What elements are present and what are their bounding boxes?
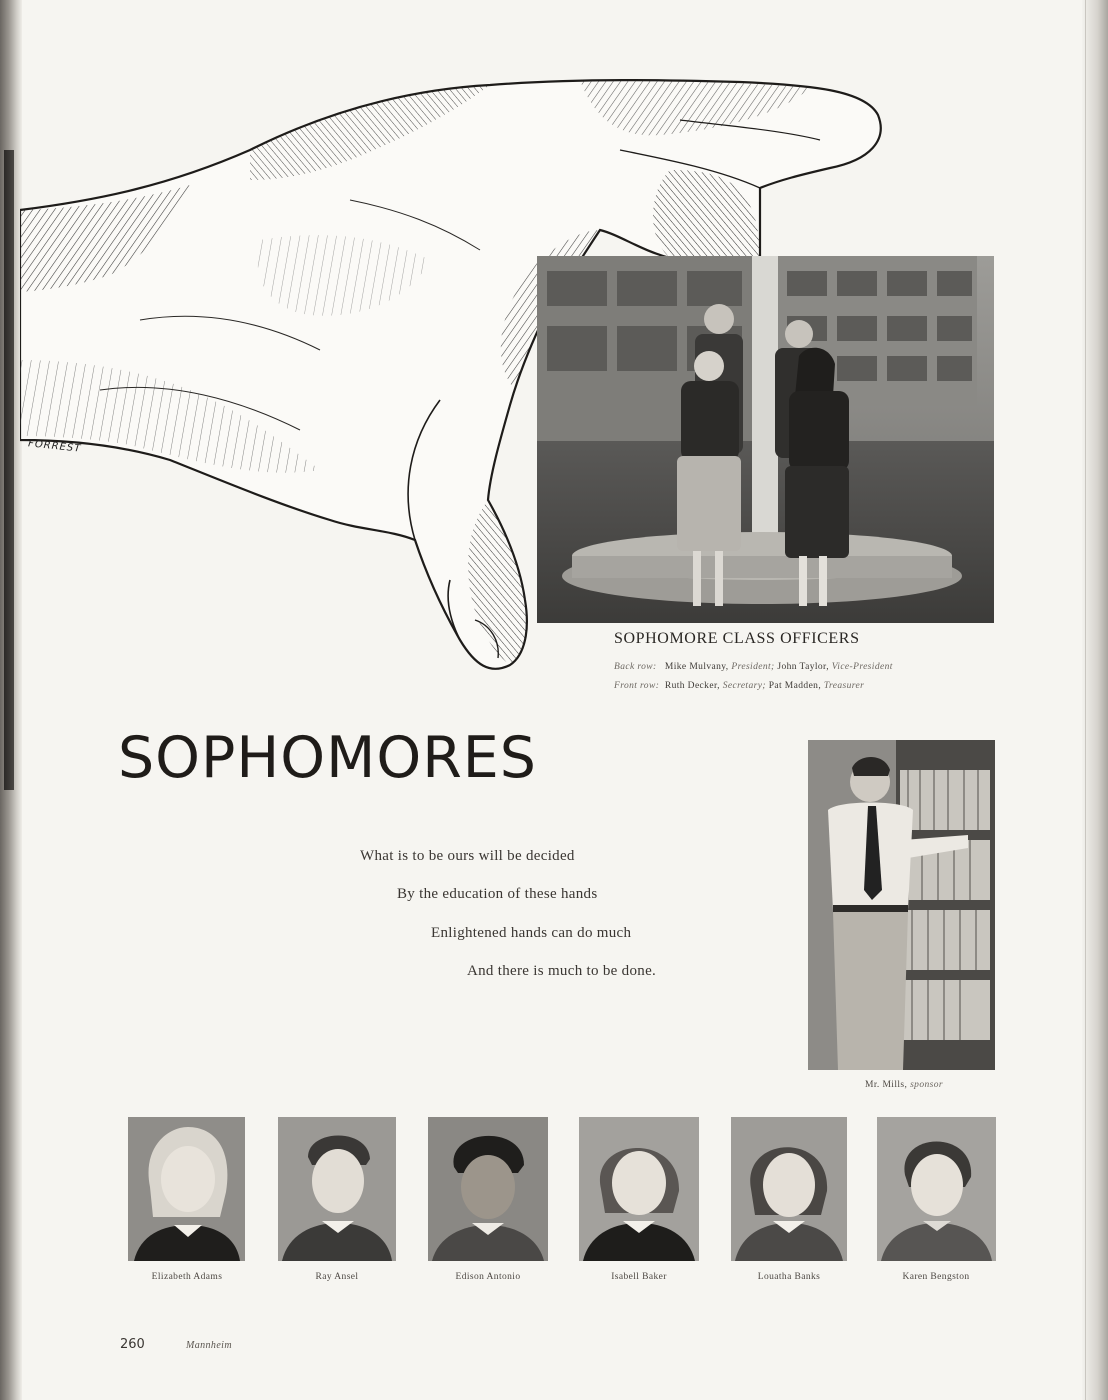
student-name: Elizabeth Adams bbox=[151, 1272, 223, 1282]
officers-back-row bbox=[614, 662, 893, 672]
student-name: Edison Antonio bbox=[455, 1272, 521, 1282]
poem-line: And there is much to be done. bbox=[467, 963, 657, 979]
binding-shadow bbox=[4, 150, 14, 790]
publication-title: Mannheim bbox=[186, 1340, 232, 1351]
page-edge-line bbox=[1085, 0, 1086, 1400]
officer-role: Vice-President bbox=[831, 662, 893, 672]
portrait-image bbox=[278, 1117, 396, 1261]
page-binding-left bbox=[0, 0, 22, 1400]
page-number: 260 bbox=[120, 1337, 145, 1352]
page-headline: SOPHOMORES bbox=[118, 725, 537, 791]
officer-name: John Taylor, bbox=[777, 662, 829, 672]
sponsor-caption bbox=[829, 1080, 979, 1090]
student-portrait bbox=[128, 1117, 245, 1261]
poem-line: By the education of these hands bbox=[397, 886, 598, 902]
portrait-image bbox=[579, 1117, 699, 1261]
class-officers-photo bbox=[537, 256, 994, 623]
artist-signature: FORREST bbox=[27, 438, 82, 455]
sponsor-role: sponsor bbox=[910, 1080, 943, 1090]
student-name: Ray Ansel bbox=[315, 1272, 359, 1282]
student-name: Isabell Baker bbox=[611, 1272, 667, 1282]
officer-name: Pat Madden, bbox=[768, 681, 822, 691]
officers-photo-image bbox=[537, 256, 994, 623]
officer-role: Treasurer bbox=[823, 681, 865, 691]
portrait-image bbox=[877, 1117, 996, 1261]
officers-caption-title: SOPHOMORE CLASS OFFICERS bbox=[614, 630, 860, 647]
student-portrait bbox=[877, 1117, 996, 1261]
back-row-label: Back row: bbox=[614, 662, 657, 672]
sponsor-photo-image bbox=[808, 740, 995, 1070]
student-name: Louatha Banks bbox=[757, 1272, 821, 1282]
portrait-image bbox=[428, 1117, 548, 1261]
student-portrait bbox=[428, 1117, 548, 1261]
officer-role: President; bbox=[731, 662, 775, 672]
portrait-image bbox=[128, 1117, 245, 1261]
student-portrait bbox=[579, 1117, 699, 1261]
poem-line: What is to be ours will be decided bbox=[360, 848, 575, 864]
officer-name: Ruth Decker, bbox=[664, 681, 720, 691]
student-portrait bbox=[278, 1117, 396, 1261]
poem-line: Enlightened hands can do much bbox=[431, 925, 632, 941]
student-name: Karen Bengston bbox=[902, 1272, 970, 1282]
officer-role: Secretary; bbox=[722, 681, 766, 691]
portrait-image bbox=[731, 1117, 847, 1261]
officer-name: Mike Mulvany, bbox=[664, 662, 729, 672]
officers-front-row bbox=[614, 681, 864, 691]
front-row-label: Front row: bbox=[614, 681, 660, 691]
sponsor-name: Mr. Mills, bbox=[865, 1080, 908, 1090]
student-portrait bbox=[731, 1117, 847, 1261]
sponsor-photo bbox=[808, 740, 995, 1070]
